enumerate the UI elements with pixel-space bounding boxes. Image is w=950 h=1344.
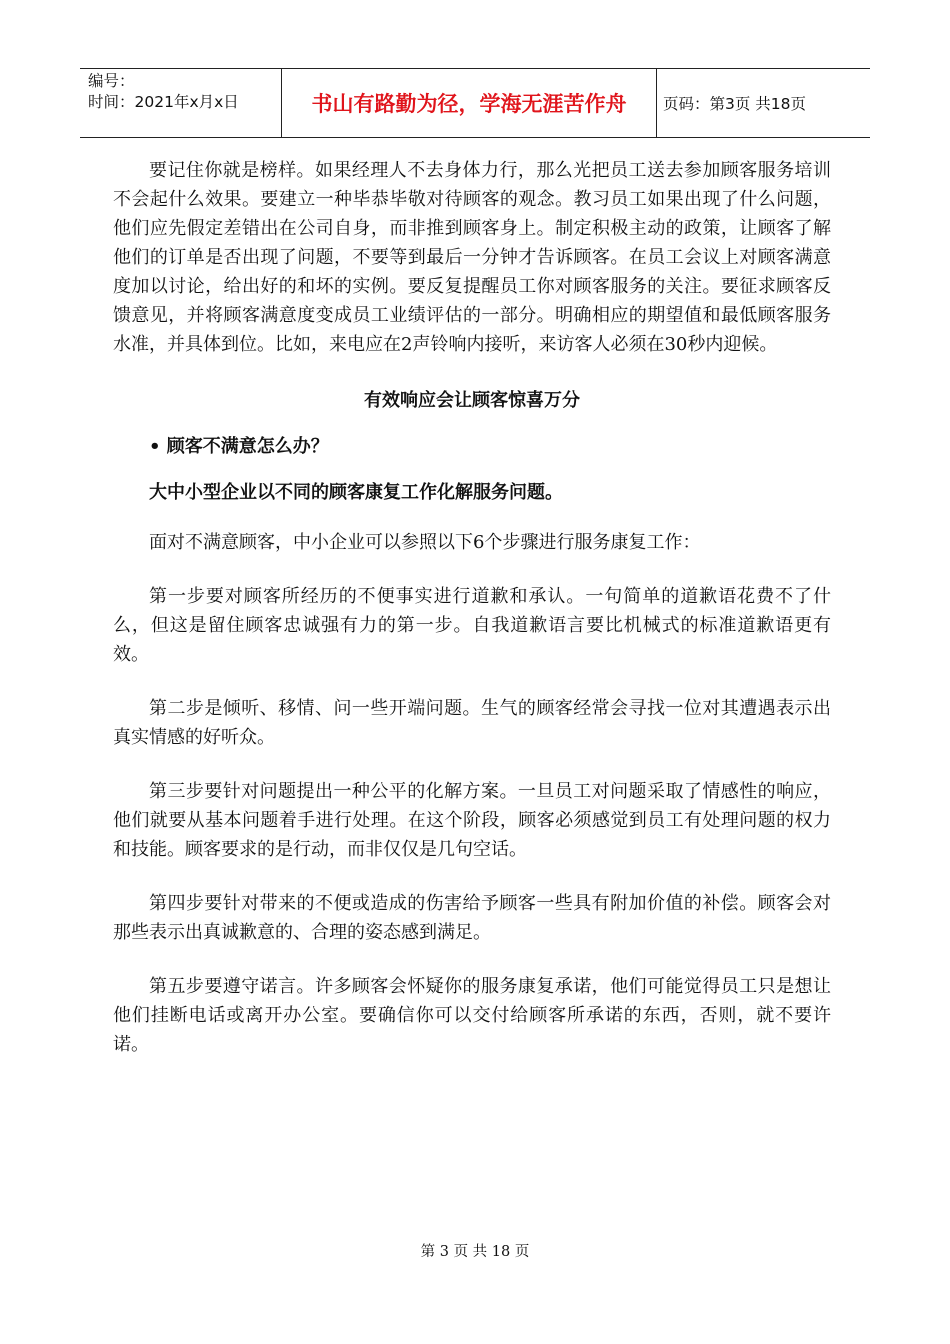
date-label: 时间：2021年x月x日	[88, 93, 239, 111]
paragraph-role-model: 要记住你就是榜样。如果经理人不去身体力行，那么光把员工送去参加顾客服务培训不会起什么效果。要建立一种毕恭毕敬对待顾客的观念。教习员工如果出现了什么问题，他们应先假定差错出在公司自身，而非推到顾客身上。制定积极主动的政策，让顾客了解他们的订单是否出现了问题，不要等到最后一分钟才告诉顾客。在员工会议上对顾客满意度加以讨论，给出好的和坏的实例。要反复提醒员工你对顾客服务的关注。要征求顾客反馈意见，并将顾客满意度变成员工业绩评估的一部分。明确相应的期望值和最低顾客服务水准，并具体到位。比如，来电应在2声铃响内接听，来访客人必须在30秒内迎候。	[113, 160, 831, 355]
paragraph-step-1: 第一步要对顾客所经历的不便事实进行道歉和承认。一句简单的道歉语花费不了什么，但这是留住顾客忠诚强有力的第一步。自我道歉语言要比机械式的标准道歉语更有效。	[113, 586, 831, 665]
header-motto: 书山有路勤为径，学海无涯苦作舟	[282, 69, 657, 137]
paragraph-intro: 面对不满意顾客，中小企业可以参照以下6个步骤进行服务康复工作：	[149, 532, 701, 553]
paragraph-step-5: 第五步要遵守诺言。许多顾客会怀疑你的服务康复承诺，他们可能觉得员工只是想让他们挂断电话或离开办公室。要确信你可以交付给顾客所承诺的东西，否则，就不要许诺。	[113, 976, 831, 1055]
code-label: 编号：	[88, 72, 135, 90]
paragraph-step-4: 第四步要针对带来的不便或造成的伤害给予顾客一些具有附加价值的补偿。顾客会对那些表示出真诚歉意的、合理的姿态感到满足。	[113, 893, 831, 943]
section-heading: 有效响应会让顾客惊喜万分	[364, 390, 580, 411]
bullet-question: • 顾客不满意怎么办？	[149, 436, 329, 457]
paragraph-step-2: 第二步是倾听、移情、问一些开端问题。生气的顾客经常会寻找一位对其遭遇表示出真实情感的好听众。	[113, 698, 831, 748]
page-footer: 第 3 页 共 18 页	[420, 1244, 530, 1260]
page-header	[80, 68, 870, 138]
paragraph-step-3: 第三步要针对问题提出一种公平的化解方案。一旦员工对问题采取了情感性的响应，他们就要从基本问题着手进行处理。在这个阶段，顾客必须感觉到员工有处理问题的权力和技能。顾客要求的是行动，而非仅仅是几句空话。	[113, 781, 831, 860]
header-meta	[80, 69, 282, 137]
header-page-label: 页码：第3页 共18页	[663, 95, 807, 113]
bold-summary: 大中小型企业以不同的顾客康复工作化解服务问题。	[149, 482, 563, 503]
document-body	[113, 156, 831, 1059]
